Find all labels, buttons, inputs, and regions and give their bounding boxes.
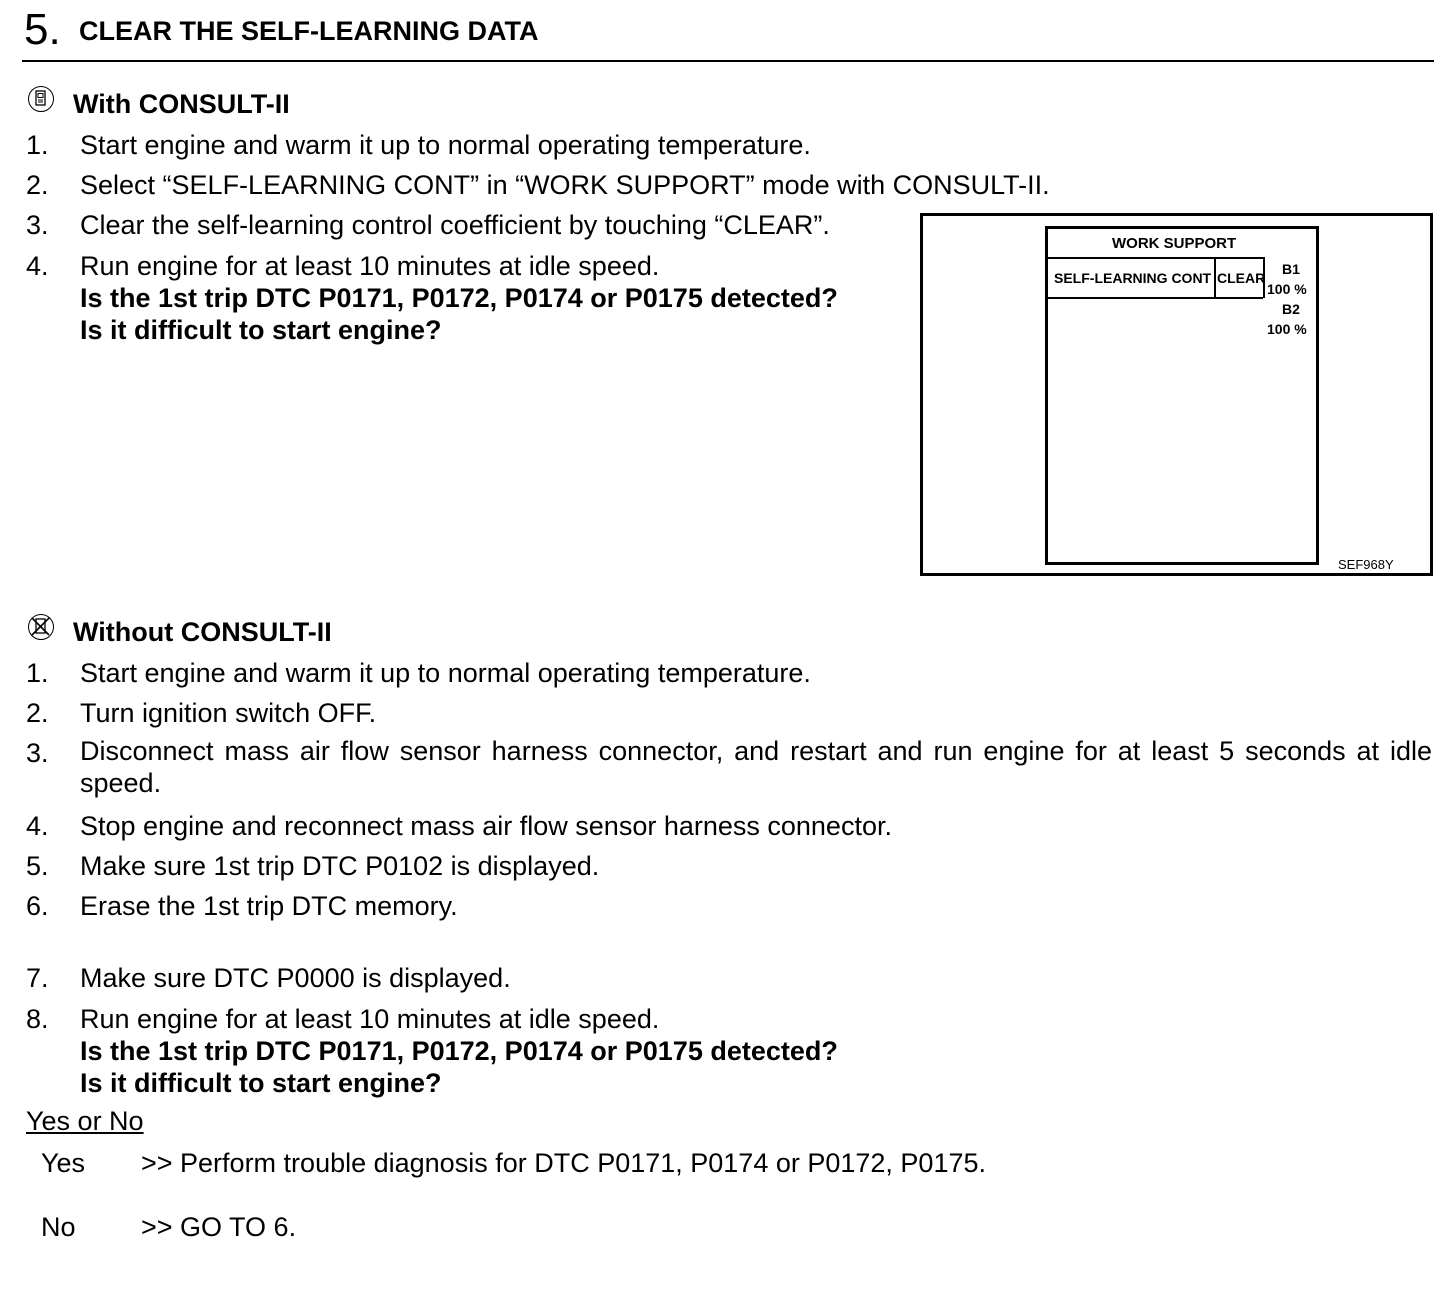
step-text: Clear the self-learning control coefficient by touching “CLEAR”. [80,210,830,240]
question-difficult-start: Is it difficult to start engine? [80,315,442,345]
step-text: Run engine for at least 10 minutes at idle speed. [80,251,660,281]
question-detected: Is the 1st trip DTC P0171, P0172, P0174 or P0175 detected? [80,283,838,313]
step-text: Run engine for at least 10 minutes at idle speed. [80,1004,660,1034]
step-number: 3. [26,210,49,240]
section-title: CLEAR THE SELF-LEARNING DATA [79,16,539,46]
b1-value: 100 % [1267,281,1307,297]
yes-or-no-label: Yes or No [26,1106,144,1136]
step-text: Erase the 1st trip DTC memory. [80,891,458,921]
step-number: 2. [26,170,49,200]
yes-label: Yes [41,1148,86,1178]
step-number: 4. [26,811,49,841]
step-number: 2. [26,698,49,728]
no-action: >> GO TO 6. [141,1212,297,1242]
step-text: Start engine and warm it up to normal operating temperature. [80,658,811,688]
section-number: 5. [24,5,61,54]
step-text: Turn ignition switch OFF. [80,698,377,728]
with-consult-title: With CONSULT-II [73,89,290,119]
step-text: Make sure DTC P0000 is displayed. [80,963,511,993]
step-text: Stop engine and reconnect mass air flow sensor harness connector. [80,811,892,841]
step-number: 1. [26,658,49,688]
step-text: Start engine and warm it up to normal operating temperature. [80,130,811,160]
step-number: 5. [26,851,49,881]
step-number: 3. [26,738,49,768]
step-number: 6. [26,891,49,921]
step-text: Disconnect mass air flow sensor harness connector, and restart and run engine for at least 5 seconds at idle speed. [80,736,1432,798]
work-support-header: WORK SUPPORT [1112,235,1237,252]
question-detected: Is the 1st trip DTC P0171, P0172, P0174 or P0175 detected? [80,1036,838,1066]
figure-code: SEF968Y [1338,557,1394,572]
without-consult-title: Without CONSULT-II [73,617,332,647]
step-number: 4. [26,251,49,281]
screen-row-divider [1048,297,1263,299]
b2-value: 100 % [1267,321,1307,337]
step-text: Select “SELF-LEARNING CONT” in “WORK SUPPORT” mode with CONSULT-II. [80,170,1050,200]
no-tool-icon [28,614,54,640]
yes-action: >> Perform trouble diagnosis for DTC P0171, P0174 or P0172, P0175. [141,1148,987,1178]
screen-cell-divider [1214,257,1216,298]
b1-label: B1 [1282,261,1300,277]
self-learning-cont-item: SELF-LEARNING CONT [1054,270,1212,286]
heading-divider [22,60,1434,62]
step-text: Make sure 1st trip DTC P0102 is displayed. [80,851,600,881]
clear-button[interactable]: CLEAR [1217,270,1266,286]
screen-header-divider [1048,257,1263,259]
step-number: 8. [26,1004,49,1034]
no-label: No [41,1212,76,1242]
question-difficult-start: Is it difficult to start engine? [80,1068,442,1098]
step-number: 7. [26,963,49,993]
b2-label: B2 [1282,301,1300,317]
step-number: 1. [26,130,49,160]
consult-tool-icon [28,86,54,112]
